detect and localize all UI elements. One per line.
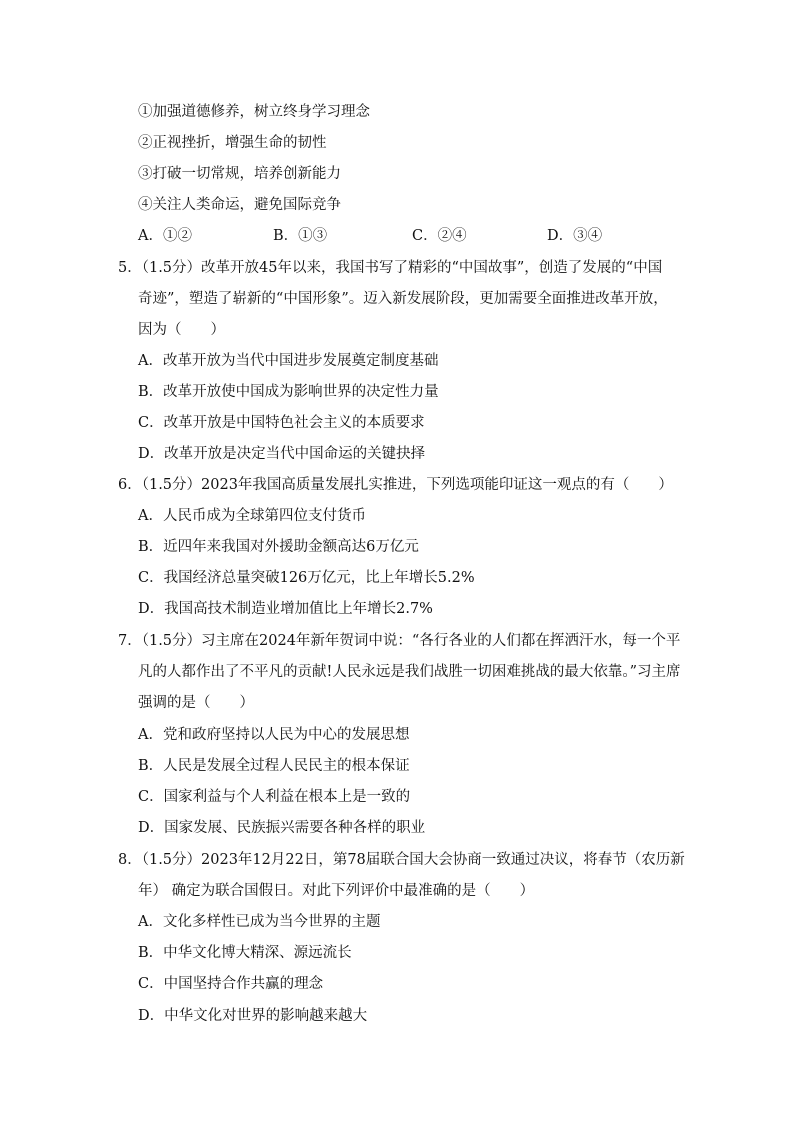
q6-option-a[interactable]: A．人民币成为全球第四位支付货币 [138,508,366,524]
q4-item-1: ①加强道德修养，树立终身学习理念 [138,104,370,120]
q6-stem-line-1: 6．（1.5分）2023年我国高质量发展扎实推进，下列选项能印证这一观点的有（ ） [118,477,673,493]
q4-item-2: ②正视挫折，增强生命的韧性 [138,135,327,151]
q7-stem-line-3: 强调的是（ ） [138,695,254,711]
q7-option-d[interactable]: D．国家发展、民族振兴需要各种各样的职业 [138,820,426,836]
q7-option-c[interactable]: C．国家利益与个人利益在根本上是一致的 [138,789,411,805]
q7-stem-line-2: 凡的人都作出了不平凡的贡献!人民永远是我们战胜一切困难挑战的最大依靠。”习主席 [138,664,681,680]
q7-option-a[interactable]: A．党和政府坚持以人民为中心的发展思想 [138,727,410,743]
q5-option-b[interactable]: B．改革开放使中国成为影响世界的决定性力量 [138,384,439,400]
q4-option-c[interactable]: C．②④ [412,228,467,244]
q4-item-4: ④关注人类命运，避免国际竞争 [138,197,341,213]
q4-option-d[interactable]: D．③④ [547,228,603,244]
q8-stem-line-1: 8．（1.5分）2023年12月22日，第78届联合国大会协商一致通过决议，将春节（农历新 [118,852,685,868]
q5-stem-line-3: 因为（ ） [138,322,225,338]
q4-item-3: ③打破一切常规，培养创新能力 [138,166,341,182]
q7-option-b[interactable]: B．人民是发展全过程人民民主的根本保证 [138,758,410,774]
q5-stem-line-1: 5．（1.5分）改革开放45年以来，我国书写了精彩的“中国故事”，创造了发展的“中国 [118,260,663,276]
q8-option-c[interactable]: C．中国坚持合作共赢的理念 [138,976,324,992]
q5-stem-line-2: 奇迹”，塑造了崭新的“中国形象”。迈入新发展阶段，更加需要全面推进改革开放， [138,291,668,307]
q4-option-a[interactable]: A．①② [138,228,192,244]
q6-option-c[interactable]: C．我国经济总量突破126万亿元，比上年增长5.2% [138,570,475,586]
q5-option-d[interactable]: D．改革开放是决定当代中国命运的关键抉择 [138,446,426,462]
q8-option-b[interactable]: B．中华文化博大精深、源远流长 [138,945,352,961]
q8-option-a[interactable]: A．文化多样性已成为当今世界的主题 [138,914,381,930]
q4-options-row [138,226,658,246]
q5-option-a[interactable]: A．改革开放为当代中国进步发展奠定制度基础 [138,353,439,369]
q8-stem-line-2: 年） 确定为联合国假日。对此下列评价中最准确的是（ ） [138,883,535,899]
q8-option-d[interactable]: D．中华文化对世界的影响越来越大 [138,1008,368,1024]
q6-option-d[interactable]: D．我国高技术制造业增加值比上年增长2.7% [138,601,433,617]
q5-option-c[interactable]: C．改革开放是中国特色社会主义的本质要求 [138,415,425,431]
q7-stem-line-1: 7．（1.5分）习主席在2024年新年贺词中说：“各行各业的人们都在挥洒汗水，每一个平 [118,633,681,649]
q6-option-b[interactable]: B．近四年来我国对外援助金额高达6万亿元 [138,539,419,555]
q4-option-b[interactable]: B．①③ [273,228,328,244]
